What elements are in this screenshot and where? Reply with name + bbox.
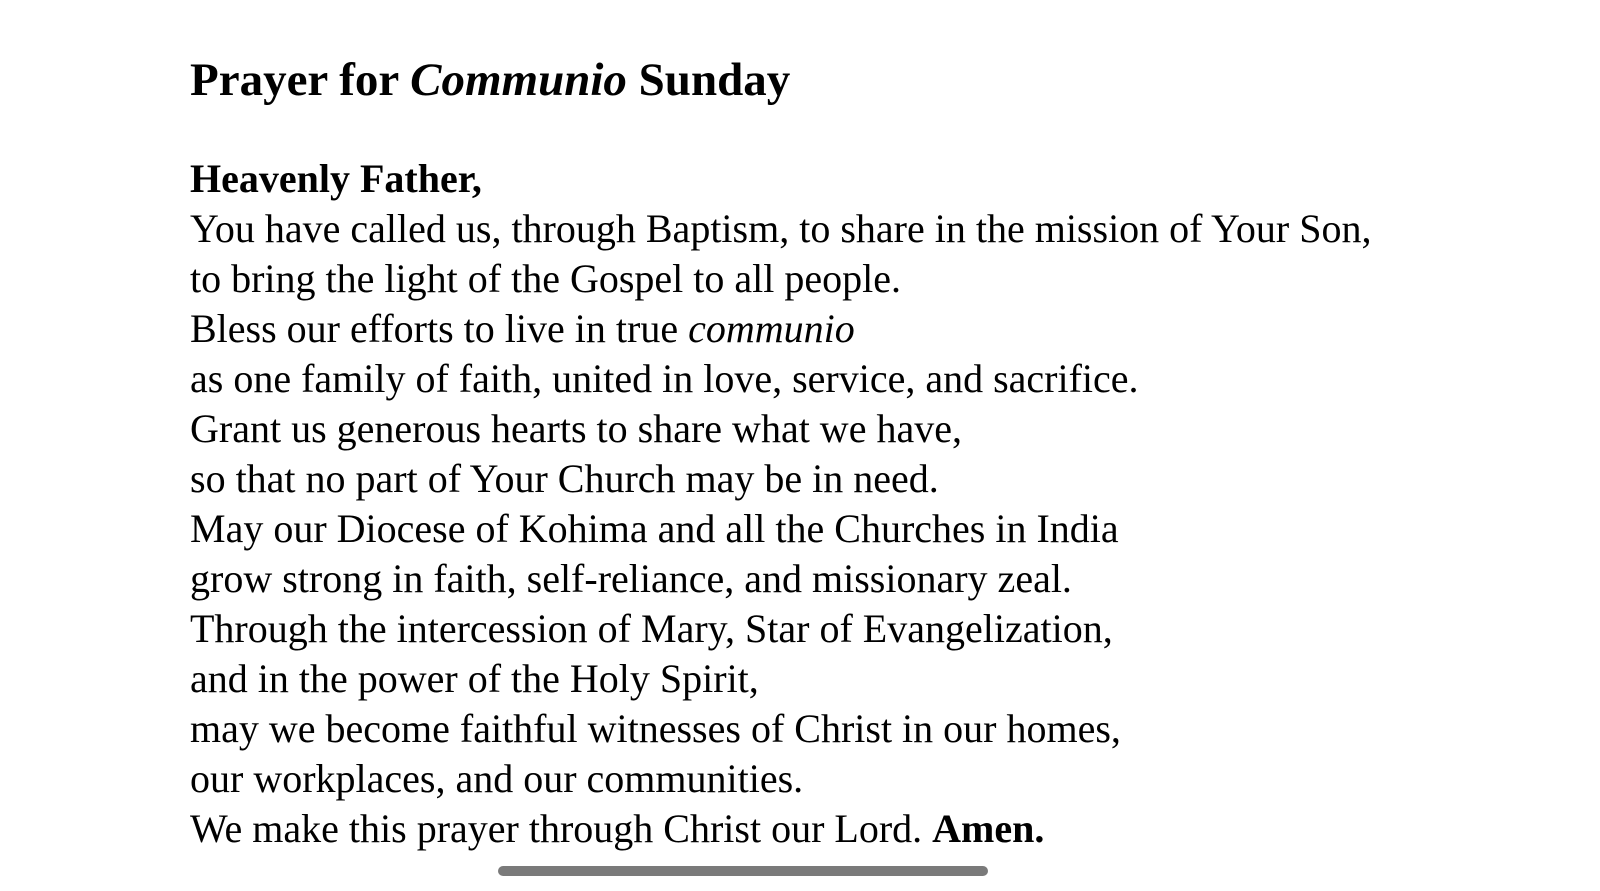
prayer-closing [190,804,1371,854]
prayer-line: Through the intercession of Mary, Star of Evangelization, [190,606,1113,651]
communio-line-text: Bless our efforts to live in true [190,306,689,351]
prayer-line: Grant us generous hearts to share what we have, [190,406,962,451]
prayer-line: our workplaces, and our communities. [190,756,804,801]
prayer-line: May our Diocese of Kohima and all the Churches in India [190,506,1119,551]
title-prefix: Prayer for [190,54,411,106]
closing-text: We make this prayer through Christ our Lord. [190,806,933,851]
prayer-line: You have called us, through Baptism, to share in the mission of Your Son, [190,206,1372,251]
title-emphasis: Communio [410,54,627,106]
prayer-body [190,154,1371,854]
communio-emphasis: communio [688,306,855,351]
closing-amen: Amen. [932,806,1045,851]
home-indicator-bar[interactable] [498,866,988,876]
prayer-line: grow strong in faith, self-reliance, and missionary zeal. [190,556,1072,601]
prayer-title [190,50,790,110]
prayer-line: so that no part of Your Church may be in need. [190,456,939,501]
prayer-line: may we become faithful witnesses of Christ in our homes, [190,706,1121,751]
prayer-salutation: Heavenly Father, [190,156,482,201]
prayer-line: as one family of faith, united in love, service, and sacrifice. [190,356,1139,401]
prayer-line: to bring the light of the Gospel to all people. [190,256,901,301]
prayer-line-communio [190,304,1371,354]
title-suffix: Sunday [626,54,791,106]
prayer-line: and in the power of the Holy Spirit, [190,656,759,701]
